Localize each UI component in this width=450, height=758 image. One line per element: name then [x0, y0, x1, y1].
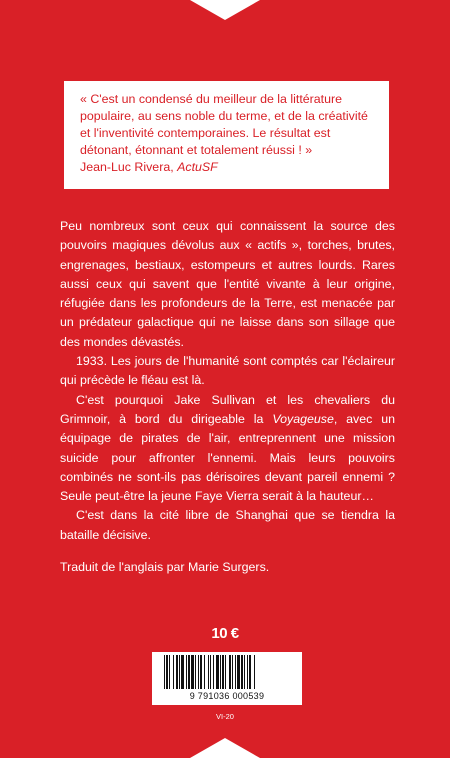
barcode-bar [237, 655, 240, 689]
synopsis [60, 217, 395, 577]
barcode-bar [191, 655, 194, 689]
synopsis-paragraph-2: 1933. Les jours de l'humanité sont comptés car l'éclaireur qui précède le fléau est là. [60, 354, 395, 388]
barcode-bars [152, 652, 302, 692]
barcode-bar [241, 655, 243, 689]
barcode-bar [210, 655, 211, 689]
barcode-bar [208, 655, 209, 689]
synopsis-p3-start: C'est pourquoi Jake Sullivan et les chevaliers du Grimnoir, à bord du dirigeable la [60, 392, 395, 426]
barcode-bar [176, 655, 178, 689]
top-notch [0, 0, 450, 20]
barcode-bar [188, 655, 190, 689]
translator-credit: Traduit de l'anglais par Marie Surgers. [60, 560, 270, 575]
barcode-bar [200, 655, 202, 689]
barcode-bar [181, 655, 184, 689]
barcode-bar [222, 655, 224, 689]
barcode-digits: 9 791036 000539 [189, 691, 265, 701]
barcode-bar [179, 655, 180, 689]
barcode-bar [166, 655, 168, 689]
barcode-bar [216, 655, 219, 689]
barcode-bar [195, 655, 196, 689]
barcode [152, 652, 302, 705]
barcode-bar [244, 655, 245, 689]
synopsis-paragraph-4: C'est dans la cité libre de Shanghai que se tiendra la bataille décisive. [60, 508, 395, 542]
barcode-bar [254, 655, 255, 689]
barcode-bar [235, 655, 236, 689]
synopsis-paragraph-3 [60, 391, 395, 507]
review-quote-box [64, 81, 389, 189]
quote-author: Jean-Luc Rivera, [80, 160, 178, 174]
barcode-bar [186, 655, 187, 689]
review-attribution [80, 159, 375, 176]
barcode-bar [220, 655, 221, 689]
synopsis-p3-end: , avec un équipage de pirates de l'air, entreprennent une mission suicide pour affronter l'ennemi. Mais leurs pouvoirs combinés ne sont-ils pas dérisoires devant pareil ennemi ? Seule peut-être la jeune Faye Vierra serait à la hauteur… [60, 411, 395, 504]
barcode-bar [173, 655, 174, 689]
barcode-bar [213, 655, 214, 689]
barcode-bar [204, 655, 205, 689]
barcode-bar [164, 655, 165, 689]
barcode-bar [198, 655, 199, 689]
bottom-notch [0, 738, 450, 758]
catalog-code: VI-20 [216, 712, 234, 721]
barcode-bar [225, 655, 226, 689]
barcode-bar [169, 655, 170, 689]
quote-source: ActuSF [177, 160, 218, 174]
synopsis-paragraph-1: Peu nombreux sont ceux qui connaissent la source des pouvoirs magiques dévolus aux « actifs », torches, brutes, engrenages, bestiaux, estompeurs et autres lourds. Rares aussi ceux qui savent que l'entité vivante à leur origine, réfugiée dans les profondeurs de la Terre, est menacée par un prédateur galactique qui ne laisse dans son sillage que des mondes dévastés. [60, 219, 395, 349]
price-label: 10 € [211, 625, 239, 642]
barcode-bar [232, 655, 233, 689]
barcode-bar [229, 655, 231, 689]
barcode-bar [247, 655, 248, 689]
barcode-bar [249, 655, 251, 689]
ship-name: Voyageuse [272, 411, 334, 426]
review-quote: « C'est un condensé du meilleur de la littérature populaire, au sens noble du terme, et de la créativité et l'inventivité contemporaines. Le résultat est détonant, étonnant et totalement réussi ! » [80, 92, 368, 157]
